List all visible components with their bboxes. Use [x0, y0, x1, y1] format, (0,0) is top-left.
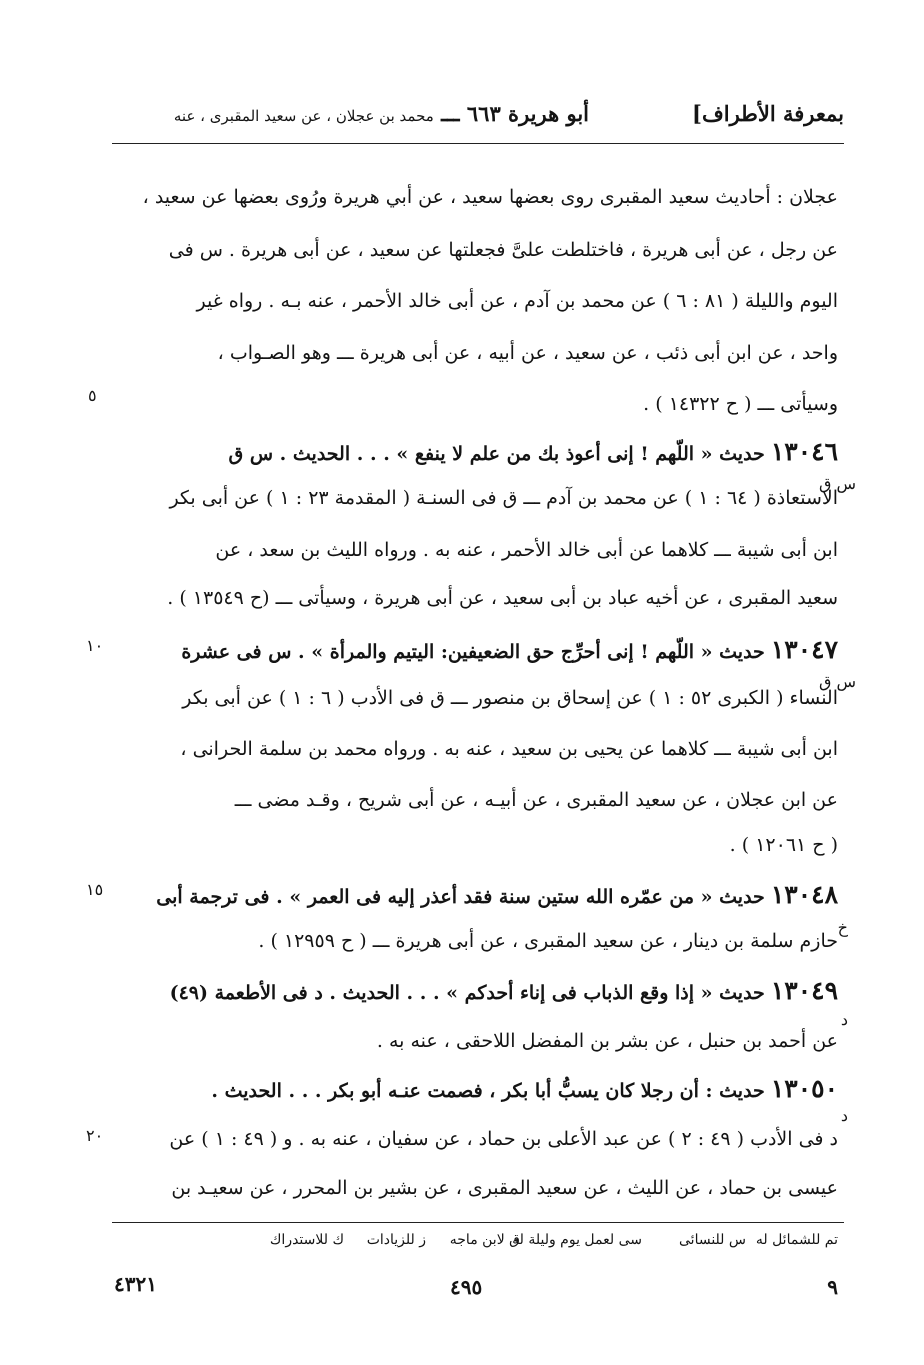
- line-number-marker: ١٠: [86, 636, 104, 655]
- hadith-number: ١٣٠٤٨: [770, 880, 838, 909]
- page-number: ٤٩٥: [450, 1275, 483, 1299]
- legend-item: تم للشمائل له: [755, 1232, 838, 1248]
- text-line: عن ابن عجلان ، عن سعيد المقبرى ، عن أبيـه ، عن أبى شريح ، وقـد مضى ـــ: [234, 789, 838, 811]
- running-count: ٤٣٢١: [114, 1272, 157, 1296]
- hadith-line: [156, 880, 838, 909]
- hadith-text: حديث : أن رجلا كان يسبُّ أبا بكر ، فصمت عنـه أبو بكر . . . الحديث .: [211, 1080, 765, 1102]
- header-chapter-isnad: محمد بن عجلان ، عن سعيد المقبرى ، عنه: [173, 107, 434, 125]
- legend-item: ك للاستدراك: [269, 1232, 344, 1248]
- legend-item: سى لعمل يوم وليلة له: [512, 1232, 642, 1248]
- line-number-marker: ١٥: [86, 880, 104, 899]
- hadith-number: ١٣٠٤٧: [770, 635, 838, 664]
- legend-item: ز للزيادات: [366, 1232, 426, 1248]
- text-line: واحد ، عن ابن أبى ذئب ، عن سعيد ، عن أبيه ، عن أبى هريرة ـــ وهو الصـواب ،: [217, 342, 838, 364]
- hadith-line: [181, 635, 838, 664]
- source-siglum: د: [840, 1010, 848, 1029]
- source-siglum: س ق: [818, 672, 856, 691]
- source-siglum: خ: [837, 918, 848, 937]
- line-number-marker: ٢٠: [86, 1126, 104, 1145]
- text-line: الاستعاذة ( ٦٤ : ١ ) عن محمد بن آدم ـــ ق فى السنـة ( المقدمة ٢٣ : ١ ) عن أبى بكر: [169, 487, 838, 509]
- text-line: اليوم والليلة ( ٨١ : ٦ ) عن محمد بن آدم ، عن أبى خالد الأحمر ، عنه بـه . رواه غير: [196, 290, 838, 312]
- hadith-number: ١٣٠٤٦: [770, 437, 838, 466]
- text-line: حازم سلمة بن دينار ، عن سعيد المقبرى ، عن أبى هريرة ـــ ( ح ١٢٩٥٩ ) .: [258, 930, 838, 952]
- text-line: ( ح ١٢٠٦١ ) .: [729, 834, 838, 856]
- header-chapter: [174, 101, 589, 126]
- line-number-marker: ٥: [88, 386, 97, 405]
- legend-item: ق لابن ماجه: [449, 1232, 520, 1248]
- hadith-number: ١٣٠٥٠: [770, 1074, 838, 1103]
- hadith-line: [228, 437, 838, 466]
- text-line: سعيد المقبرى ، عن أخيه عباد بن أبى سعيد ، عن أبى هريرة ، وسيأتى ـــ (ح ١٣٥٤٩ ) .: [167, 587, 838, 609]
- legend-item: س للنسائى: [679, 1232, 746, 1248]
- header-chapter-main: أبو هريرة ٦٦٣ ـــ: [441, 101, 589, 126]
- text-line: ابن أبى شيبة ـــ كلاهما عن يحيى بن سعيد ، عنه به . ورواه محمد بن سلمة الحرانى ،: [180, 738, 838, 760]
- text-line: عجلان : أحاديث سعيد المقبرى روى بعضها سعيد ، عن أبي هريرة ورُوى بعضها عن سعيد ،: [142, 186, 838, 208]
- text-line: د فى الأدب ( ٤٩ : ٢ ) عن عبد الأعلى بن حماد ، عن سفيان ، عنه به . و ( ٤٩ : ١ ) عن: [169, 1128, 838, 1150]
- text-line: وسيأتى ـــ ( ح ١٤٣٢٢ ) .: [643, 393, 838, 415]
- hadith-line: [170, 976, 838, 1005]
- hadith-text: حديث « إذا وقع الذباب فى إناء أحدكم » . . . الحديث . د فى الأطعمة (٤٩): [169, 982, 765, 1004]
- source-siglum: س ق: [818, 474, 856, 493]
- text-line: ابن أبى شيبة ـــ كلاهما عن أبى خالد الأحمر ، عنه به . ورواه الليث بن سعد ، عن: [215, 539, 838, 561]
- footer-rule: [112, 1222, 844, 1223]
- hadith-line: [211, 1074, 838, 1103]
- text-line: عيسى بن حماد ، عن الليث ، عن سعيد المقبرى ، عن بشير بن المحرر ، عن سعيـد بن: [171, 1177, 838, 1199]
- hadith-text: حديث « من عمّره الله ستين سنة فقد أعذر إليه فى العمر » . فى ترجمة أبى: [156, 886, 765, 908]
- hadith-number: ١٣٠٤٩: [770, 976, 838, 1005]
- text-line: عن أحمد بن حنبل ، عن بشر بن المفضل اللاحقى ، عنه به .: [376, 1030, 838, 1052]
- signature-mark: ٩: [827, 1275, 838, 1299]
- hadith-text: حديث « اللّهم ! إنى أحرِّج حق الضعيفين: اليتيم والمرأة » . س فى عشرة: [181, 641, 765, 663]
- header-rule: [112, 143, 844, 144]
- text-line: عن رجل ، عن أبى هريرة ، فاختلطت علىَّ فجعلتها عن سعيد ، عن أبى هريرة . س فى: [168, 239, 838, 261]
- source-siglum: د: [840, 1106, 848, 1125]
- hadith-text: حديث « اللّهم ! إنى أعوذ بك من علم لا ينفع » . . . الحديث . س ق: [228, 443, 765, 465]
- text-line: النساء ( الكبرى ٥٢ : ١ ) عن إسحاق بن منصور ـــ ق فى الأدب ( ٦ : ١ ) عن أبى بكر: [182, 687, 838, 709]
- running-header: [110, 101, 844, 133]
- header-section-title: بمعرفة الأطراف]: [692, 101, 844, 126]
